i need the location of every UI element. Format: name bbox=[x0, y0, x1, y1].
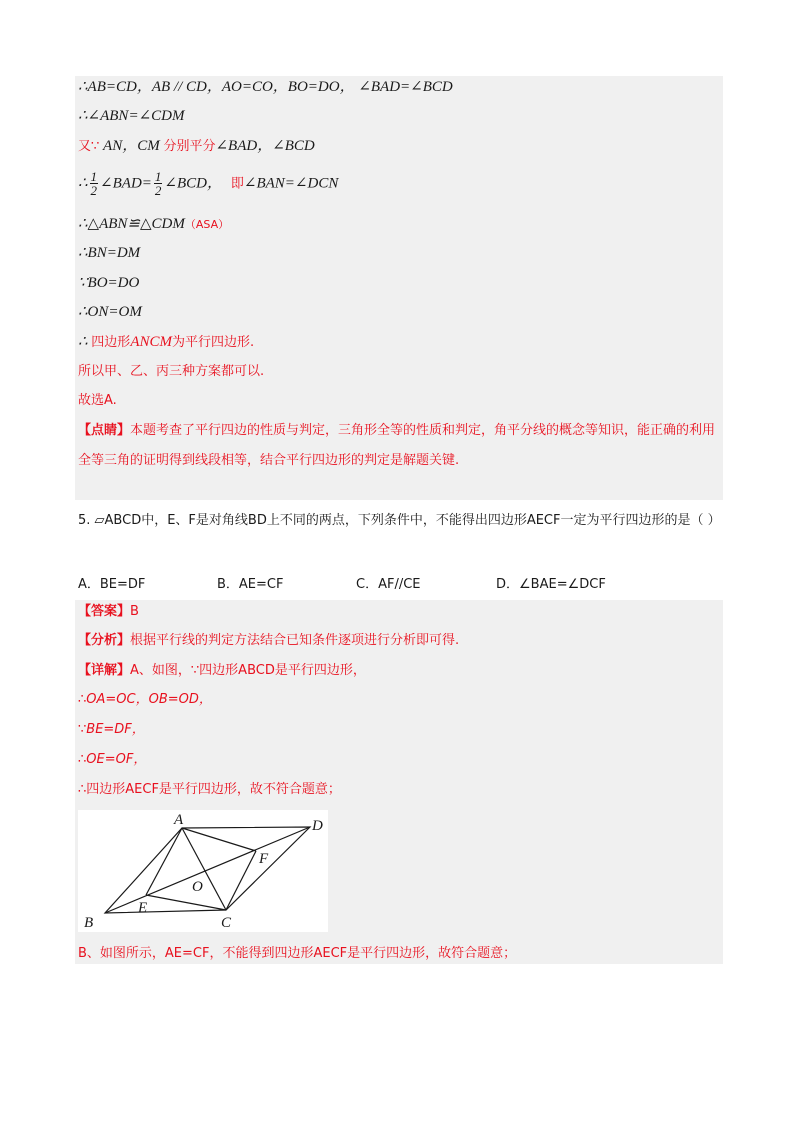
proof-line-4: ∴ $\frac{1}{2}$ ∠BAD= $\frac{1}{2}$ ∠BCD， 即∠BAN=∠DCN bbox=[78, 169, 339, 198]
label-f: F bbox=[259, 851, 269, 867]
fraction-half-2: $\frac{1}{2}$ bbox=[154, 169, 162, 198]
label-c: C bbox=[221, 915, 232, 931]
choice-line: 故选A. bbox=[78, 393, 117, 408]
option-b: B．AE=CF bbox=[217, 577, 284, 592]
proof-line-7: ∵BO=DO bbox=[78, 275, 140, 291]
option-d: D．∠BAE=∠DCF bbox=[496, 577, 606, 592]
label-b: B bbox=[84, 915, 94, 931]
detail-line-3: ∵BE=DF， bbox=[78, 722, 145, 737]
detail-line: 【详解】A、如图，∵四边形ABCD是平行四边形， bbox=[78, 663, 366, 678]
proof-line-9: ∴ 四边形ANCM为平行四边形. bbox=[78, 334, 255, 350]
question-5-stem: 5. ▱ABCD中，E、F是对角线BD上不同的两点，下列条件中，不能得出四边形AECF一定为平行四边形的是（ ） bbox=[78, 513, 721, 528]
answer-line: 【答案】B bbox=[78, 604, 139, 619]
fraction-half: $\frac{1}{2}$ bbox=[90, 169, 98, 198]
parallelogram-figure bbox=[78, 810, 328, 932]
conclusion-line: 所以甲、乙、丙三种方案都可以. bbox=[78, 364, 265, 379]
detail-line-4: ∴OE=OF， bbox=[78, 752, 147, 767]
detail-line-5: ∴四边形AECF是平行四边形，故不符合题意； bbox=[78, 782, 341, 797]
detail-line-2: ∴OA=OC，OB=OD， bbox=[78, 692, 212, 707]
proof-line-8: ∴ON=OM bbox=[78, 304, 142, 320]
proof-line-2: ∴∠ABN=∠CDM bbox=[78, 108, 185, 124]
tip-paragraph: 【点睛】本题考查了平行四边的性质与判定，三角形全等的性质和判定，角平分线的概念等知识，能正确的利用全等三角的证明得到线段相等，结合平行四边形的判定是解题关键. bbox=[78, 423, 716, 468]
proof-line-3: 又∵ AN，CM 分别平分∠BAD，∠BCD bbox=[78, 138, 315, 154]
proof-line-6: ∴BN=DM bbox=[78, 245, 141, 261]
label-e: E bbox=[138, 900, 148, 916]
detail-line-6: B、如图所示，AE=CF，不能得到四边形AECF是平行四边形，故符合题意； bbox=[78, 946, 517, 961]
label-a: A bbox=[174, 812, 184, 828]
proof-line-1: ∴AB=CD，AB // CD，AO=CO，BO=DO， ∠BAD=∠BCD bbox=[78, 79, 453, 95]
label-o: O bbox=[192, 879, 203, 895]
label-d: D bbox=[312, 818, 323, 834]
option-c: C．AF//CE bbox=[356, 577, 421, 592]
proof-line-5: ∴△ABN≌△CDM（ASA） bbox=[78, 216, 230, 232]
analysis-line: 【分析】根据平行线的判定方法结合已知条件逐项进行分析即可得. bbox=[78, 633, 460, 648]
option-a: A．BE=DF bbox=[78, 577, 146, 592]
